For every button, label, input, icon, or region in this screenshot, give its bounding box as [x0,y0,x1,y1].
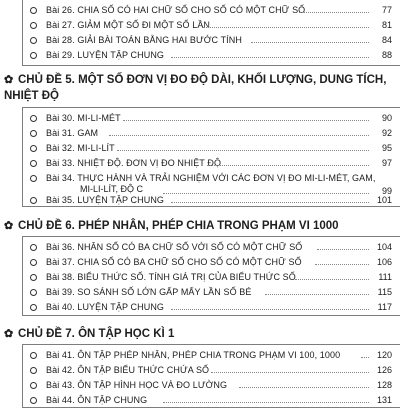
topic-5-heading-line2 [4,88,399,104]
leader-dots [361,357,369,358]
leader-dots [315,264,369,265]
lesson-number: Bài 36. [46,242,75,252]
page-number: 115 [377,287,392,297]
lesson-row[interactable] [23,300,393,316]
page-number: 92 [381,128,392,138]
lesson-number: Bài 30. [46,113,75,123]
lesson-title: LUYỆN TẬP CHUNG [77,50,165,60]
lesson-title: ÔN TẬP PHÉP NHÂN, PHÉP CHIA TRONG PHẠM VI 100, 1000 [77,350,341,360]
bullet-icon [30,274,37,281]
lesson-title: SO SÁNH SỐ LỚN GẤP MẤY LẦN SỐ BÉ [77,287,252,297]
lesson-number: Bài 31. [46,128,75,138]
lesson-title: CHIA SỐ CÓ BA CHỮ SỐ CHO SỐ CÓ MỘT CHỮ SỐ [77,257,302,267]
lesson-row[interactable] [23,378,393,394]
lesson-title: ÔN TẬP HÌNH HỌC VÀ ĐO LƯỜNG [77,380,228,390]
bullet-icon [30,52,37,59]
lesson-title: ÔN TẬP CHUNG [77,395,148,405]
lesson-title: BIỂU THỨC SỐ. TÍNH GIÁ TRỊ CỦA BIỂU THỨC SỐ [77,272,296,282]
page-number: 88 [381,50,392,60]
page-number: 120 [376,350,392,360]
bullet-icon [30,259,37,266]
lesson-number: Bài 34. [46,173,75,183]
lesson-number: Bài 29. [46,50,75,60]
leader-dots [123,120,369,121]
lesson-box-topic-7 [22,344,400,408]
lesson-row[interactable] [23,33,393,49]
bullet-icon [30,7,37,14]
lesson-row[interactable] [23,255,393,271]
bullet-icon [30,352,37,359]
lesson-number: Bài 33. [46,158,75,168]
lesson-number: Bài 39. [46,287,75,297]
bullet-icon [30,145,37,152]
bullet-icon [30,382,37,389]
topic-6-heading[interactable] [4,218,399,234]
bullet-icon [30,130,37,137]
lesson-row[interactable] [23,18,393,34]
bullet-icon [30,175,37,182]
lesson-number: Bài 26. [46,5,75,15]
topic-title: CHỦ ĐỀ 5. MỘT SỐ ĐƠN VỊ ĐO ĐỘ DÀI, KHỐI LƯỢNG, DUNG TÍCH, [18,74,387,86]
leader-dots [171,57,369,58]
lesson-row[interactable] [23,285,393,301]
flower-icon: ✿ [4,328,14,340]
leader-dots [171,202,369,203]
bullet-icon [30,244,37,251]
bullet-icon [30,160,37,167]
lesson-row[interactable] [23,48,393,64]
lesson-number: Bài 44. [46,395,75,405]
lesson-number: Bài 37. [46,257,75,267]
lesson-title: GIẢI BÀI TOÁN BẰNG HAI BƯỚC TÍNH [77,35,242,45]
bullet-icon [30,197,37,204]
page-number: 95 [381,143,392,153]
lesson-number: Bài 40. [46,302,75,312]
lesson-title: LUYỆN TẬP CHUNG [77,302,165,312]
lesson-title: NHÂN SỐ CÓ BA CHỮ SỐ VỚI SỐ CÓ MỘT CHỮ SỐ [77,242,303,252]
lesson-box-topic-6 [22,236,400,316]
leader-dots [163,402,369,403]
lesson-title: GAM [77,128,99,138]
lesson-box-topic-5 [22,107,400,207]
page-number: 81 [381,20,392,30]
leader-dots [117,150,369,151]
bullet-icon [30,289,37,296]
bullet-icon [30,37,37,44]
lesson-title: LUYỆN TẬP CHUNG [77,195,165,205]
topic-title-continued: NHIỆT ĐỘ [4,90,59,102]
lesson-title: GIẢM MỘT SỐ ĐI MỘT SỐ LẦN [77,20,211,30]
lesson-row[interactable] [23,348,393,364]
leader-dots [239,387,369,388]
topic-title: CHỦ ĐỀ 6. PHÉP NHÂN, PHÉP CHIA TRONG PHẠM VI 1000 [18,220,339,232]
lesson-row[interactable] [23,270,393,286]
page-number: 104 [376,242,392,252]
lesson-row[interactable] [23,156,393,172]
lesson-title: MI-LI-LÍT [77,143,115,153]
lesson-row[interactable] [23,193,393,209]
flower-icon: ✿ [4,220,14,232]
topic-5-heading[interactable] [4,72,399,88]
page-number: 99 [381,186,392,196]
bullet-icon [30,304,37,311]
leader-dots [299,12,369,13]
lesson-number: Bài 35. [46,195,75,205]
bullet-icon [30,115,37,122]
topic-title: CHỦ ĐỀ 7. ÔN TẬP HỌC KÌ 1 [18,328,175,340]
lesson-row[interactable] [23,111,393,127]
leader-dots [295,279,369,280]
bullet-icon [30,397,37,404]
lesson-number: Bài 38. [46,272,75,282]
page-number: 101 [376,195,392,205]
lesson-row[interactable] [23,126,393,142]
page-number: 128 [376,380,392,390]
page-number: 111 [378,272,392,282]
page-number: 97 [381,158,392,168]
lesson-row[interactable] [23,141,393,157]
lesson-title: CHIA SỐ CÓ HAI CHỮ SỐ CHO SỐ CÓ MỘT CHỮ SỐ [77,5,306,15]
lesson-title: ÔN TẬP BIỂU THỨC CHỨA SỐ [77,365,210,375]
leader-dots [109,135,369,136]
bullet-icon [30,22,37,29]
leader-dots [211,372,369,373]
lesson-number: Bài 42. [46,365,75,375]
lesson-row[interactable] [23,363,393,379]
lesson-number: Bài 27. [46,20,75,30]
lesson-number: Bài 41. [46,350,75,360]
lesson-title: MI-LI-MÉT [77,113,121,123]
lesson-box-top [22,0,400,66]
lesson-title: NHIỆT ĐỘ. ĐƠN VỊ ĐO NHIỆT ĐỘ [77,158,222,168]
lesson-title: THỰC HÀNH VÀ TRẢI NGHIỆM VỚI CÁC ĐƠN VỊ ĐO MI-LI-MÉT, GAM, [77,173,376,183]
lesson-row[interactable] [23,3,393,19]
leader-dots [317,249,369,250]
flower-icon: ✿ [4,74,14,86]
leader-dots [203,27,369,28]
lesson-number: Bài 28. [46,35,75,45]
leader-dots [251,42,369,43]
leader-dots [171,309,369,310]
leader-dots [207,165,369,166]
page-number: 90 [381,113,392,123]
lesson-row[interactable] [23,240,393,256]
page-number: 84 [381,35,392,45]
page-number: 77 [381,5,392,15]
page-number: 131 [376,395,392,405]
lesson-title-continued: MI-LI-LÍT, ĐỘ C [80,184,144,194]
page-number: 106 [376,257,392,267]
page-number: 117 [377,302,392,312]
lesson-number: Bài 43. [46,380,75,390]
lesson-number: Bài 32. [46,143,75,153]
topic-7-heading[interactable] [4,326,399,342]
lesson-row[interactable] [23,393,393,409]
page-number: 126 [376,365,392,375]
leader-dots [265,294,369,295]
bullet-icon [30,367,37,374]
